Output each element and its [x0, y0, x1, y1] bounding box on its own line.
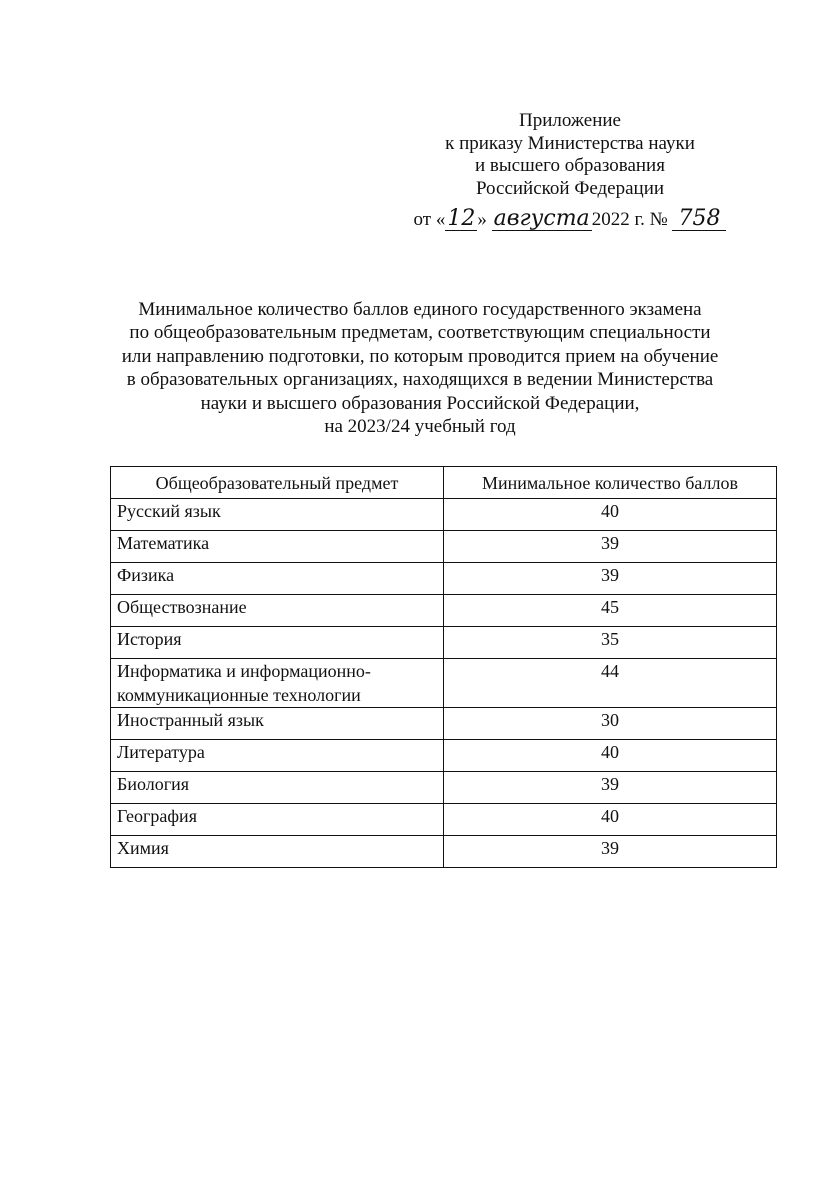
appendix-line: Российской Федерации [475, 177, 665, 199]
table-row [111, 740, 777, 772]
handwritten-order-number: 758 [672, 208, 726, 231]
table-row [111, 595, 777, 627]
score-cell: 40 [444, 499, 777, 531]
title-line: в образовательных организациях, находящихся в ведении Министерства [126, 369, 714, 391]
table-row [111, 708, 777, 740]
subject-cell: Информатика и информационно-коммуникационные технологии [111, 659, 444, 708]
subject-cell: Физика [111, 563, 444, 595]
score-cell: 30 [444, 708, 777, 740]
year-text: 2022 г. № [591, 209, 668, 230]
title-line: по общеобразовательным предметам, соответствующим специальности [129, 322, 711, 344]
table-row [111, 836, 777, 868]
score-cell: 40 [444, 740, 777, 772]
title-line: или направлению подготовки, по которым проводится прием на обучение [121, 345, 719, 367]
score-cell: 39 [444, 531, 777, 563]
min-scores-table [110, 466, 777, 868]
appendix-line: Приложение [519, 110, 621, 131]
table-row [111, 499, 777, 531]
score-cell: 44 [444, 659, 777, 708]
subject-cell: История [111, 627, 444, 659]
score-cell: 35 [444, 627, 777, 659]
header-subject: Общеобразовательный предмет [111, 467, 444, 499]
table-header-row [111, 467, 777, 499]
appendix-line: и высшего образования [475, 155, 665, 176]
subject-cell: Литература [111, 740, 444, 772]
subject-cell: Иностранный язык [111, 708, 444, 740]
subject-cell: Русский язык [111, 499, 444, 531]
subject-cell: Биология [111, 772, 444, 804]
title-line: Минимальное количество баллов единого государственного экзамена [138, 299, 702, 320]
date-prefix: от « [413, 209, 446, 230]
table-row [111, 659, 777, 708]
handwritten-day: 12 [447, 206, 476, 231]
score-cell: 40 [444, 804, 777, 836]
order-date-line [400, 208, 740, 232]
appendix-line: к приказу Министерства науки [445, 132, 695, 154]
score-cell: 39 [444, 836, 777, 868]
table-row [111, 531, 777, 563]
handwritten-month: августа [493, 206, 590, 231]
table-row [111, 804, 777, 836]
score-cell: 39 [444, 563, 777, 595]
subject-cell: География [111, 804, 444, 836]
table-row [111, 563, 777, 595]
title-line: на 2023/24 учебный год [324, 416, 516, 438]
date-mid: » [477, 209, 487, 230]
title-line: науки и высшего образования Российской Федерации, [200, 392, 640, 414]
score-cell: 45 [444, 595, 777, 627]
header-score: Минимальное количество баллов [444, 467, 777, 499]
score-cell: 39 [444, 772, 777, 804]
subject-cell: Химия [111, 836, 444, 868]
appendix-header [400, 110, 740, 232]
document-title [80, 298, 760, 438]
table-row [111, 627, 777, 659]
subject-cell: Математика [111, 531, 444, 563]
table-row [111, 772, 777, 804]
subject-cell: Обществознание [111, 595, 444, 627]
